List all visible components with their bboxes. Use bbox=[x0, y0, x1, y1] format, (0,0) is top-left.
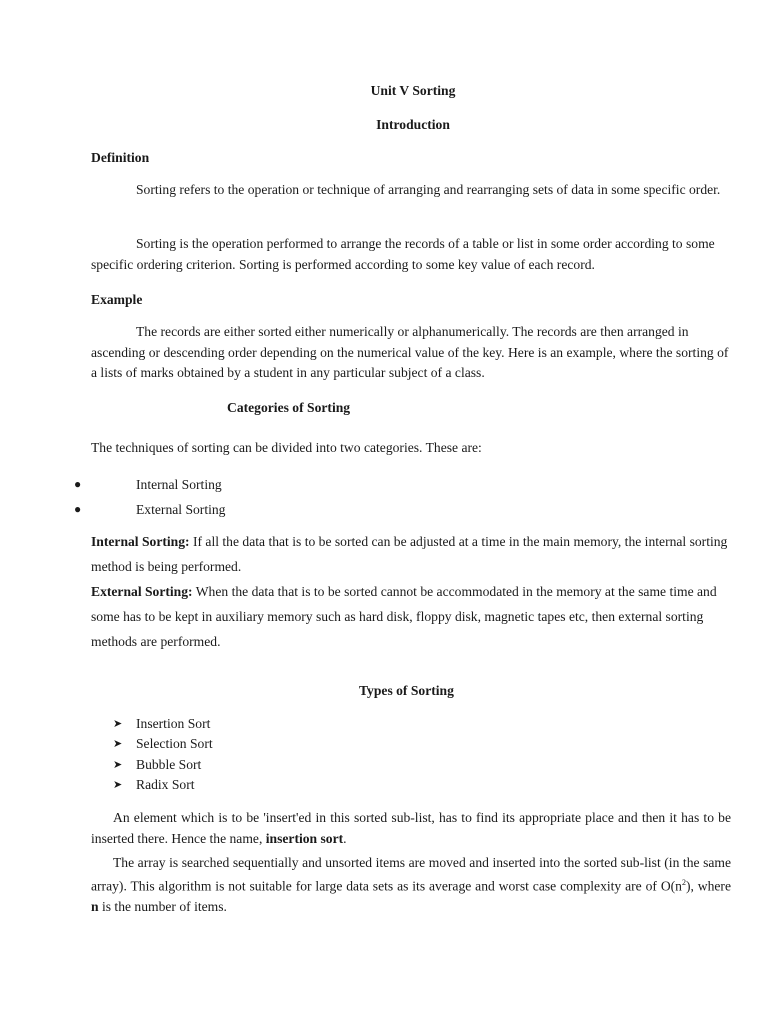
arrow-bullet-icon: ➤ bbox=[113, 718, 123, 730]
list-item: Internal Sorting bbox=[136, 477, 222, 492]
array-paragraph bbox=[91, 853, 731, 917]
list-item: Selection Sort bbox=[136, 736, 213, 751]
variable-n: n bbox=[91, 898, 99, 914]
arrow-bullet-icon: ➤ bbox=[113, 759, 123, 771]
document-title: Unit V Sorting bbox=[370, 83, 456, 98]
external-sorting-paragraph bbox=[91, 579, 731, 654]
arrow-bullet-icon: ➤ bbox=[113, 779, 123, 791]
insertion-text: An element which is to be 'insert'ed in this sorted sub-list, has to find its appropriate place and then it has to be inserted there. Hence the name, bbox=[91, 810, 731, 846]
array-text-mid: ), where bbox=[685, 878, 731, 894]
categories-heading: Categories of Sorting bbox=[227, 400, 351, 415]
bullet-icon: ● bbox=[74, 502, 82, 516]
internal-sorting-text: If all the data that is to be sorted can be adjusted at a time in the main memory, the internal sorting method is being performed. bbox=[91, 534, 728, 574]
superscript: 2 bbox=[681, 878, 686, 887]
external-sorting-text: When the data that is to be sorted cannot be accommodated in the memory at the same time and some has to be kept in auxiliary memory such as hard disk, floppy disk, magnetic tapes etc, then external sorting methods are performed. bbox=[91, 584, 717, 649]
insertion-text-end: . bbox=[343, 830, 347, 846]
external-sorting-label: External Sorting: bbox=[91, 584, 193, 599]
definition-heading: Definition bbox=[91, 150, 150, 165]
insertion-sort-term: insertion sort bbox=[265, 830, 344, 846]
internal-sorting-label: Internal Sorting: bbox=[91, 534, 190, 549]
array-text: The array is searched sequentially and unsorted items are moved and inserted into the sorted sub-list (in the same array). This algorithm is not suitable for large data sets as its average and worst case complexity are of O(n bbox=[91, 855, 731, 894]
definition-paragraph-2: Sorting is the operation performed to arrange the records of a table or list in some order according to some specific ordering criterion. Sorting is performed according to some key value of each record. bbox=[91, 236, 715, 272]
list-item: Radix Sort bbox=[136, 777, 195, 792]
array-text-end: is the number of items. bbox=[98, 898, 227, 914]
example-paragraph: The records are either sorted either numerically or alphanumerically. The records are then arranged in ascending or descending order depending on the numerical value of the key. Here is an example, where the sorting of a lists of marks obtained by a student in any particular subject of a class. bbox=[91, 324, 729, 380]
categories-intro: The techniques of sorting can be divided into two categories. These are: bbox=[91, 440, 482, 455]
arrow-bullet-icon: ➤ bbox=[113, 738, 123, 750]
insertion-sort-paragraph bbox=[91, 808, 731, 849]
internal-sorting-paragraph bbox=[91, 530, 731, 579]
list-item: Insertion Sort bbox=[136, 716, 211, 731]
definition-paragraph-1: Sorting refers to the operation or technique of arranging and rearranging sets of data in some specific order. bbox=[136, 182, 721, 197]
list-item: Bubble Sort bbox=[136, 757, 202, 772]
introduction-heading: Introduction bbox=[376, 117, 450, 132]
list-item: External Sorting bbox=[136, 502, 226, 517]
bullet-icon: ● bbox=[74, 477, 82, 491]
example-heading: Example bbox=[91, 292, 143, 307]
types-heading: Types of Sorting bbox=[359, 683, 454, 698]
